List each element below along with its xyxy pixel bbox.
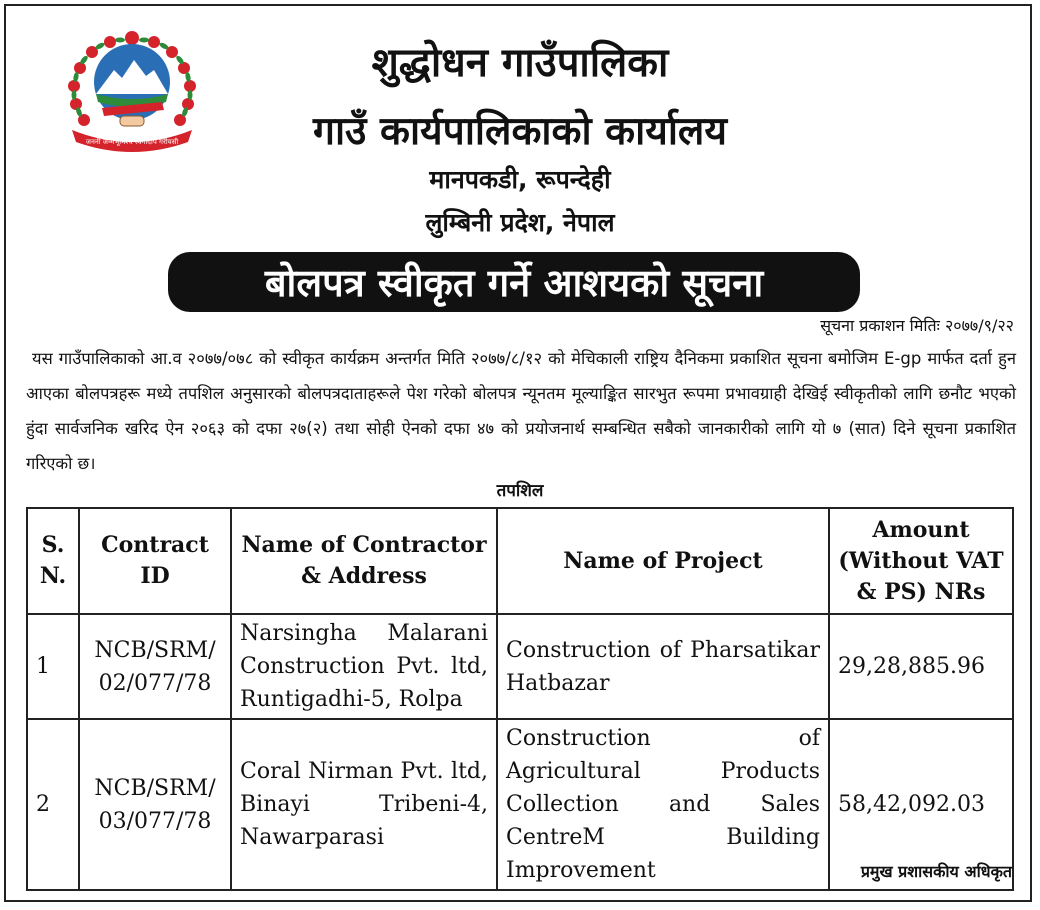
- municipality-name: शुद्धोधन गाउँपालिका: [371, 40, 669, 86]
- table-header-row: [27, 508, 1013, 614]
- publication-date: सूचना प्रकाशन मितिः २०७७/९/२२: [820, 316, 1014, 335]
- office-name: गाउँ कार्यपालिकाको कार्यालय: [313, 109, 727, 154]
- cell-project: Construction of Pharsatikar Hatbazar: [497, 614, 829, 719]
- cell-contractor: Narsingha Malarani Construction Pvt. ltd, Runtigadhi-5, Rolpa: [231, 614, 497, 719]
- header-contract-id: Contract ID: [79, 508, 231, 614]
- header-project: Name of Project: [497, 508, 829, 614]
- table-row: [27, 614, 1013, 719]
- header-amount: Amount (Without VAT & PS) NRs: [829, 508, 1013, 614]
- cell-contract-id: NCB/SRM/ 02/077/78: [79, 614, 231, 719]
- cell-amount: 58,42,092.03: [829, 719, 1013, 890]
- office-location: मानपकडी, रूपन्देही: [429, 165, 611, 194]
- nepal-emblem-icon: [62, 30, 202, 154]
- cell-sn: 1: [27, 614, 79, 719]
- cell-contract-id: NCB/SRM/ 03/077/78: [79, 719, 231, 890]
- header-contractor: Name of Contractor & Address: [231, 508, 497, 614]
- cell-contractor: Coral Nirman Pvt. ltd, Binayi Tribeni-4, Nawarparasi: [231, 719, 497, 890]
- cell-project: Construction of Agricultural Products Collection and Sales CentreM Building Improvement: [497, 719, 829, 890]
- notice-title-banner: [168, 252, 860, 312]
- contracts-table: [26, 507, 1014, 891]
- notice-body: यस गाउँपालिकाको आ.व २०७७/०७८ को स्वीकृत कार्यक्रम अन्तर्गत मिति २०७७/८/१२ को मेचिकाली राष्ट्रिय दैनिकमा प्रकाशित सूचना बमोजिम E-gp मार्फत दर्ता हुन आएका बोलपत्रहरू मध्ये तपशिल अनुसारको बोलपत्रदाताहरूले पेश गरेको बोलपत्र न्यूनतम मूल्याङ्कित सारभुत रूपमा प्रभावग्राही देखिई स्वीकृतीको लागि छनौट भएको हुंदा सार्वजनिक खरिद ऐन २०६३ को दफा २७(२) तथा सोही ऐनको दफा ४७ को प्रयोजनार्थ सम्बन्धित सबैको जानकारीको लागि यो ७ (सात) दिने सूचना प्रकाशित गरिएको छ।: [26, 349, 1016, 473]
- signature-title: प्रमुख प्रशासकीय अधिकृत: [860, 862, 1012, 881]
- notice-title: बोलपत्र स्वीकृत गर्ने आशयको सूचना: [264, 261, 764, 305]
- schedule-label: तपशिल: [496, 481, 544, 501]
- cell-amount: 29,28,885.96: [829, 614, 1013, 719]
- svg-text:जननी जन्मभूमिश्च स्वर्गादपि गर: जननी जन्मभूमिश्च स्वर्गादपि गरीयसी: [85, 138, 179, 146]
- cell-sn: 2: [27, 719, 79, 890]
- office-province: लुम्बिनी प्रदेश, नेपाल: [425, 208, 615, 237]
- header-sn: S. N.: [27, 508, 79, 614]
